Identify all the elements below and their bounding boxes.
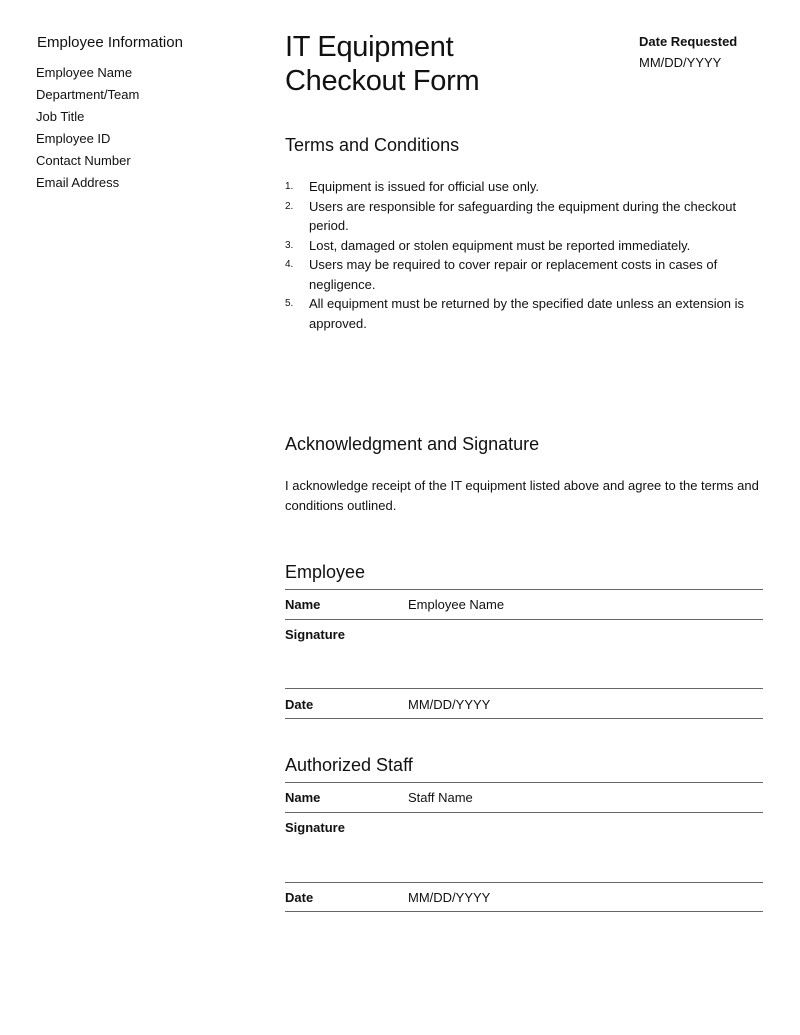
field-department[interactable]: Department/Team	[36, 87, 140, 102]
terms-list	[285, 177, 765, 333]
staff-date-field[interactable]: MM/DD/YYYY	[408, 890, 491, 905]
item-number: 2.	[285, 200, 294, 212]
employee-name-label: Name	[285, 597, 321, 612]
divider	[285, 589, 763, 590]
title-line-2: Checkout Form	[285, 65, 480, 97]
list-item	[285, 197, 765, 236]
item-text: All equipment must be returned by the specified date unless an extension is approved.	[309, 296, 745, 331]
divider	[285, 782, 763, 783]
employee-heading: Employee	[285, 562, 366, 582]
page-title	[285, 30, 479, 98]
item-number: 3.	[285, 239, 294, 251]
title-line-1: IT Equipment	[285, 31, 454, 63]
item-number: 1.	[285, 181, 294, 192]
staff-name-field[interactable]: Staff Name	[408, 790, 473, 805]
staff-name-label: Name	[285, 790, 321, 805]
divider	[285, 688, 763, 689]
terms-heading: Terms and Conditions	[285, 135, 460, 155]
staff-heading: Authorized Staff	[285, 755, 413, 775]
item-number: 5.	[285, 298, 294, 309]
item-text: Equipment is issued for official use only.	[309, 179, 540, 194]
divider	[285, 911, 763, 912]
employee-signature-field[interactable]	[285, 620, 763, 688]
field-contact-number[interactable]: Contact Number	[36, 153, 131, 168]
list-item	[285, 177, 765, 197]
employee-date-field[interactable]: MM/DD/YYYY	[408, 697, 491, 712]
item-number: 4.	[285, 259, 294, 270]
staff-signature-label: Signature	[285, 820, 345, 835]
date-requested-field[interactable]: MM/DD/YYYY	[639, 55, 722, 70]
employee-name-field[interactable]: Employee Name	[408, 597, 505, 612]
field-job-title[interactable]: Job Title	[36, 109, 85, 124]
item-text: Lost, damaged or stolen equipment must be reported immediately.	[309, 237, 691, 253]
item-text: Users are responsible for safeguarding the equipment during the checkout period.	[309, 198, 737, 233]
item-text: Users may be required to cover repair or replacement costs in cases of negligence.	[309, 257, 718, 292]
field-employee-id[interactable]: Employee ID	[36, 131, 111, 146]
employee-date-label: Date	[285, 697, 314, 712]
list-item	[285, 294, 765, 333]
staff-date-label: Date	[285, 890, 314, 905]
field-employee-name[interactable]: Employee Name	[36, 65, 133, 80]
list-item	[285, 255, 765, 294]
date-requested-label: Date Requested	[639, 34, 738, 49]
divider	[285, 882, 763, 883]
ack-heading: Acknowledgment and Signature	[285, 434, 540, 454]
sidebar-title: Employee Information	[37, 34, 183, 51]
ack-text: I acknowledge receipt of the IT equipment listed above and agree to the terms and conditions outlined.	[285, 478, 759, 513]
employee-signature-label: Signature	[285, 627, 345, 642]
field-email[interactable]: Email Address	[36, 175, 120, 190]
staff-signature-field[interactable]	[285, 813, 763, 882]
divider	[285, 718, 763, 719]
list-item	[285, 236, 765, 256]
